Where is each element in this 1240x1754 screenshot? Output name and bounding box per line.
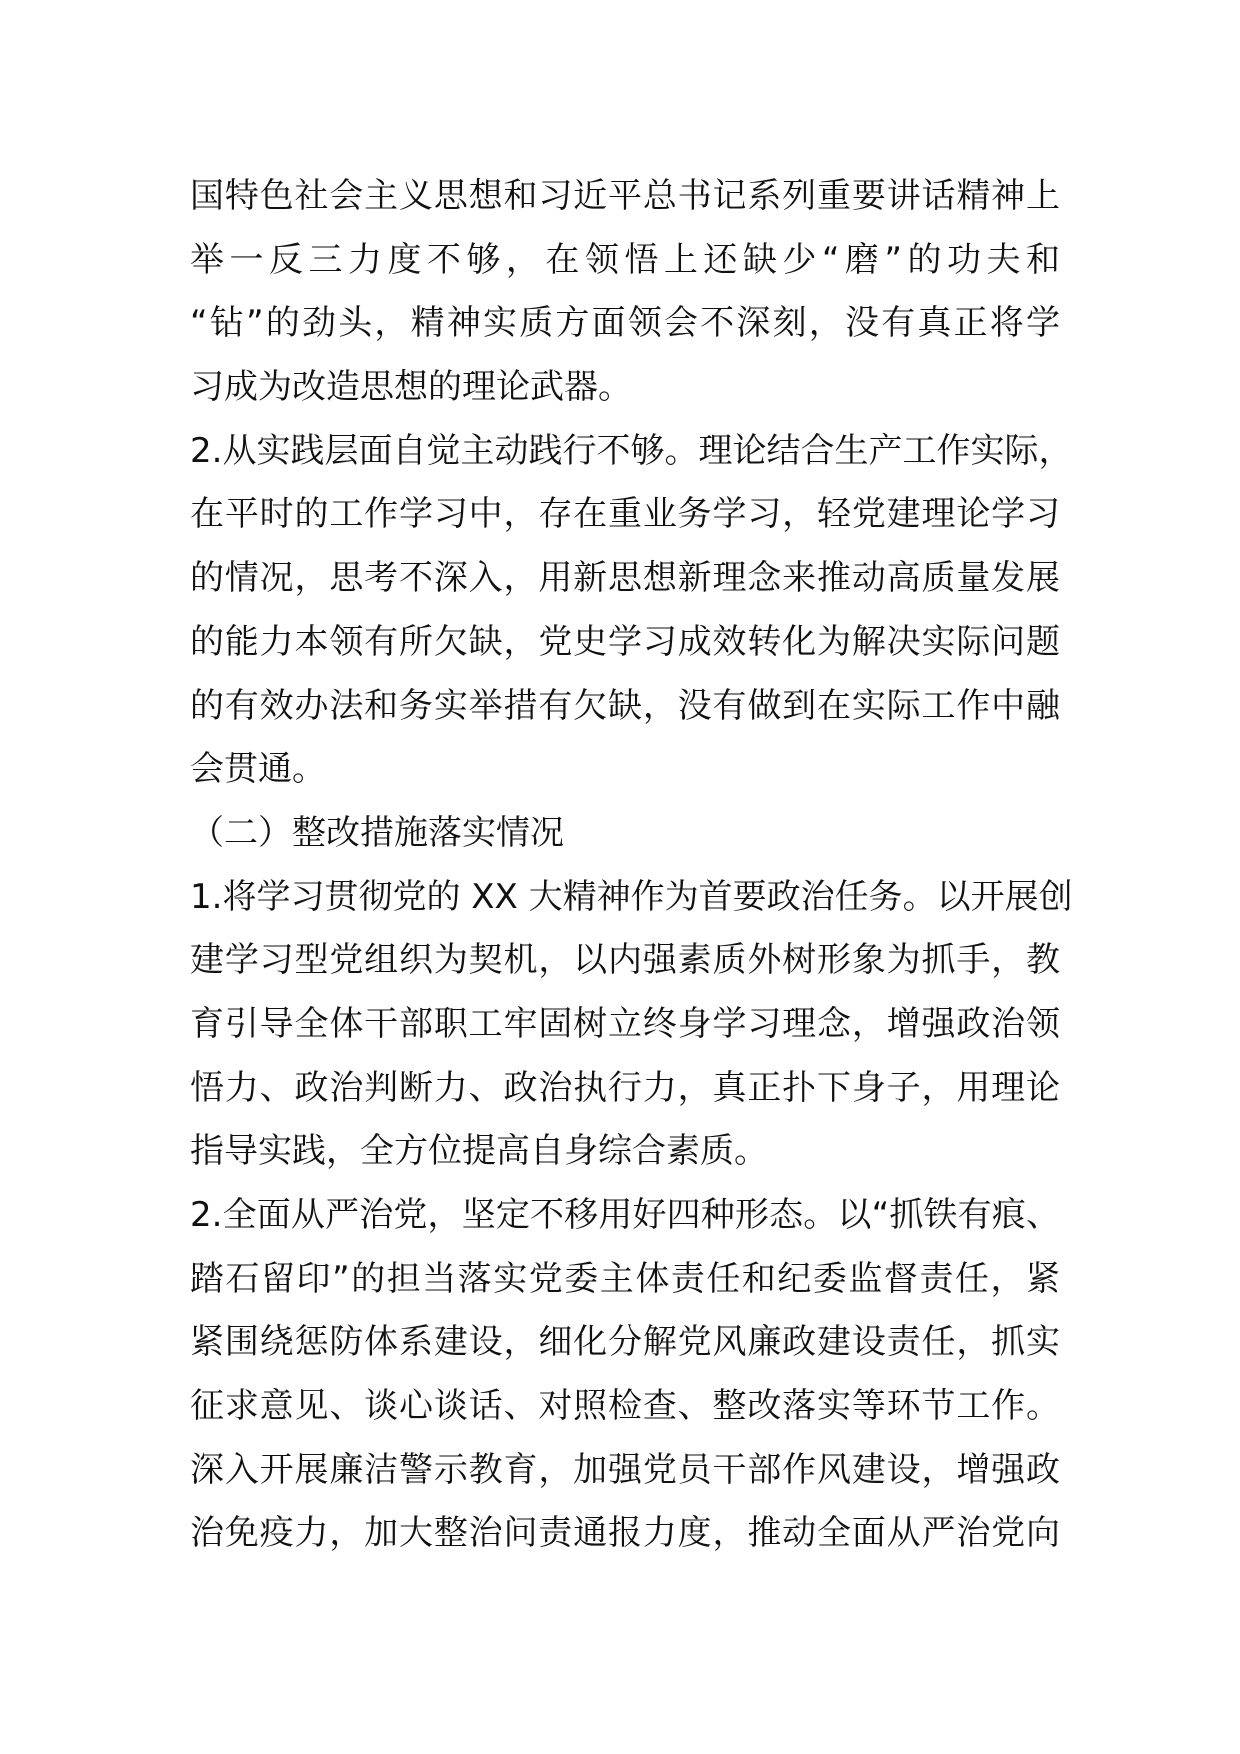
- text-line: 踏石留印”的担当落实党委主体责任和纪委监督责任，紧: [190, 1258, 1060, 1299]
- section-heading: （二）整改措施落实情况: [190, 812, 564, 853]
- text-line: 悟力、政治判断力、政治执行力，真正扑下身子，用理论: [190, 1067, 1060, 1108]
- text-line: 指导实践，全方位提高自身综合素质。: [190, 1131, 768, 1172]
- text-line: 的有效办法和务实举措有欠缺，没有做到在实际工作中融: [190, 685, 1060, 726]
- text-line: 在平时的工作学习中，存在重业务学习，轻党建理论学习: [190, 494, 1060, 535]
- text-line: 2.全面从严治党，坚定不移用好四种形态。以“抓铁有痕、: [190, 1195, 1060, 1235]
- text-line: “钻”的劲头，精神实质方面领会不深刻，没有真正将学: [190, 303, 1060, 344]
- text-line: 举一反三力度不够，在领悟上还缺少“磨”的功夫和: [190, 239, 1060, 280]
- text-line: 习成为改造思想的理论武器。: [190, 367, 632, 408]
- text-line: 的能力本领有所欠缺，党史学习成效转化为解决实际问题: [190, 621, 1060, 662]
- text-line: 建学习型党组织为契机，以内强素质外树形象为抓手，教: [190, 940, 1060, 981]
- body-text: [190, 165, 1073, 1566]
- text-line: 1.将学习贯彻党的 XX 大精神作为首要政治任务。以开展创: [190, 876, 1073, 917]
- text-line: 2.从实践层面自觉主动践行不够。理论结合生产工作实际，: [190, 430, 1073, 471]
- text-line: 治免疫力，加大整治问责通报力度，推动全面从严治党向: [190, 1513, 1060, 1554]
- text-line: 紧围绕惩防体系建设，细化分解党风廉政建设责任，抓实: [190, 1322, 1060, 1363]
- text-line: 征求意见、谈心谈话、对照检查、整改落实等环节工作。: [190, 1386, 1060, 1427]
- text-line: 深入开展廉洁警示教育，加强党员干部作风建设，增强政: [190, 1449, 1060, 1490]
- text-line: 国特色社会主义思想和习近平总书记系列重要讲话精神上: [190, 176, 1060, 216]
- text-line: 育引导全体干部职工牢固树立终身学习理念，增强政治领: [190, 1003, 1060, 1044]
- text-line: 的情况，思考不深入，用新思想新理念来推动高质量发展: [190, 558, 1060, 599]
- text-line: 会贯通。: [190, 749, 326, 790]
